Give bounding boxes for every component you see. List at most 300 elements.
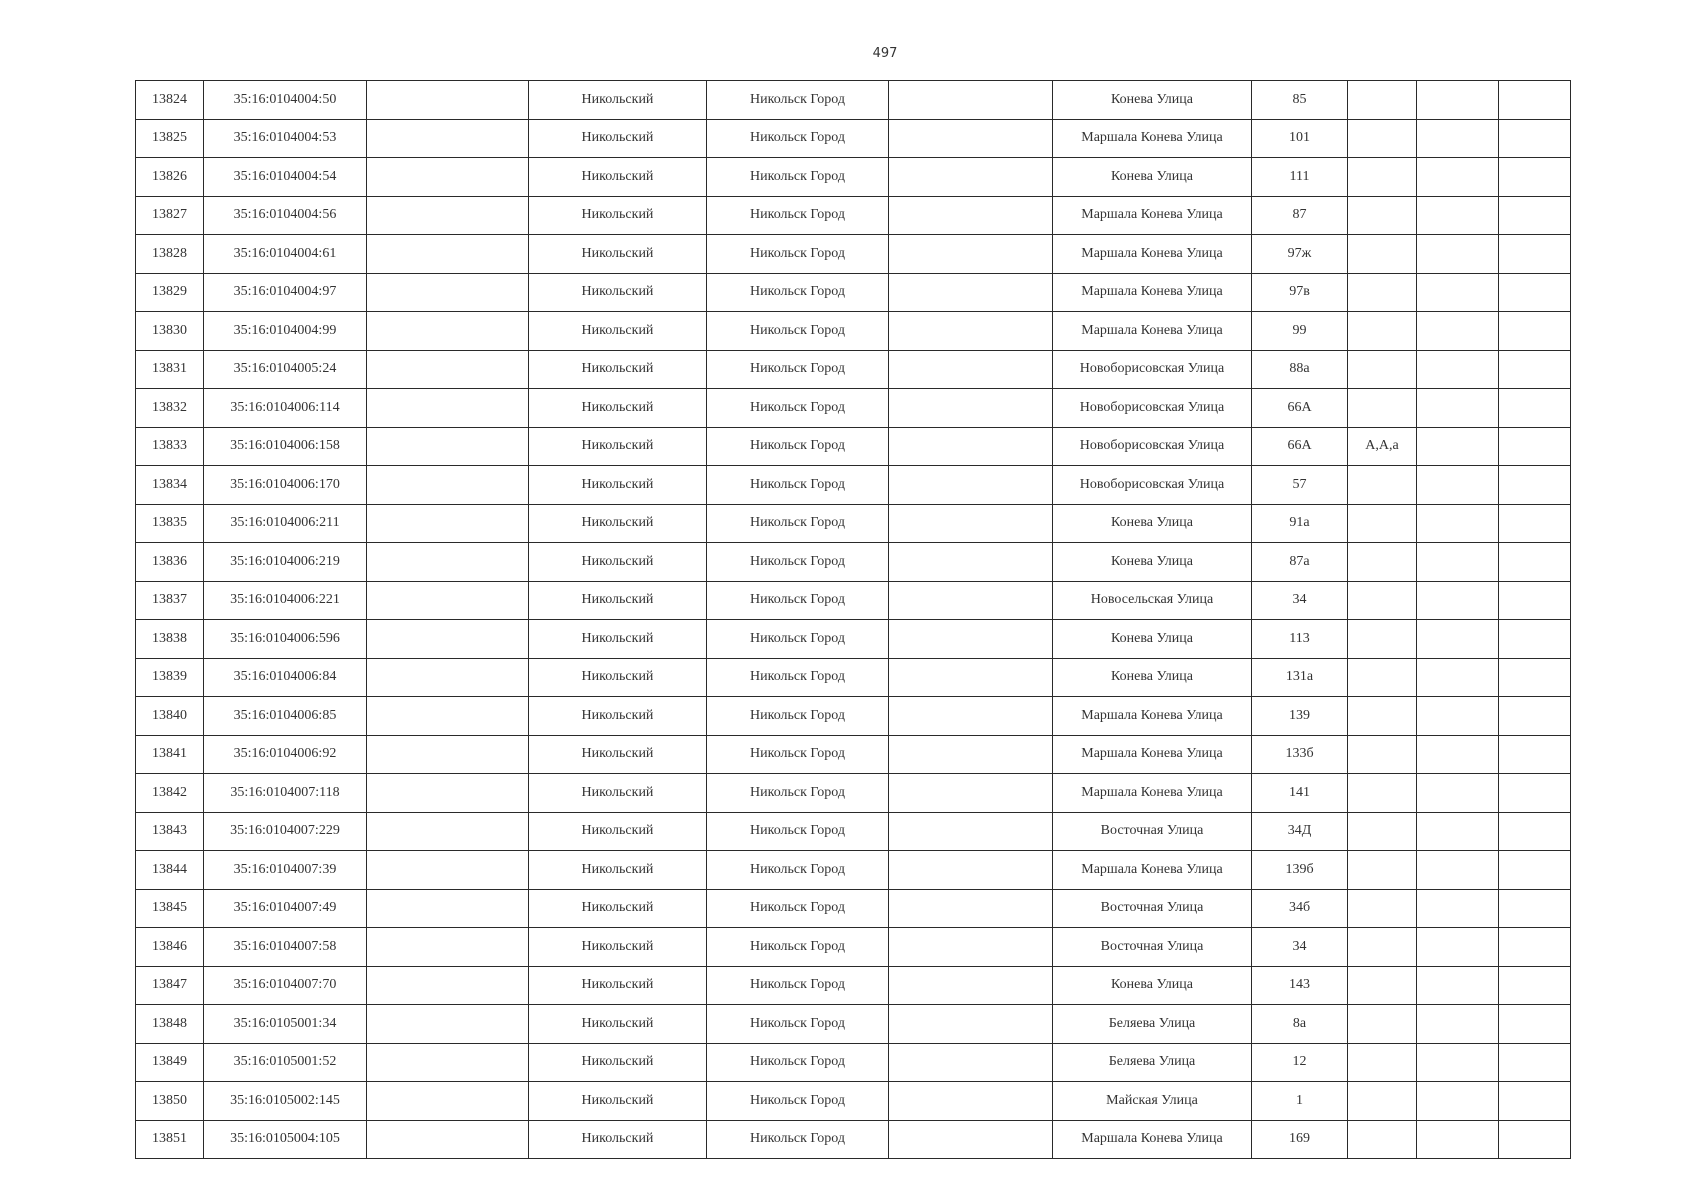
empty-cell: [889, 1120, 1053, 1159]
street-cell: Новоборисовская Улица: [1053, 427, 1252, 466]
table-row: [136, 697, 1571, 736]
empty-cell: [1499, 350, 1571, 389]
empty-cell: [1417, 1005, 1499, 1044]
empty-cell: [889, 312, 1053, 351]
empty-cell: [889, 543, 1053, 582]
empty-cell: [1499, 966, 1571, 1005]
district-cell: Никольский: [529, 543, 707, 582]
cadastral-number-cell: 35:16:0104006:596: [204, 620, 367, 659]
settlement-cell: Никольск Город: [707, 658, 889, 697]
cadastral-number-cell: 35:16:0104004:97: [204, 273, 367, 312]
row-number-cell: 13834: [136, 466, 204, 505]
district-cell: Никольский: [529, 928, 707, 967]
empty-cell: [1417, 774, 1499, 813]
settlement-cell: Никольск Город: [707, 543, 889, 582]
empty-cell: [1499, 581, 1571, 620]
district-cell: Никольский: [529, 81, 707, 120]
empty-cell: [889, 928, 1053, 967]
cadastral-number-cell: 35:16:0104007:229: [204, 812, 367, 851]
empty-cell: [1499, 196, 1571, 235]
empty-cell: [1417, 312, 1499, 351]
row-number-cell: 13845: [136, 889, 204, 928]
district-cell: Никольский: [529, 350, 707, 389]
row-number-cell: 13827: [136, 196, 204, 235]
house-number-cell: 66А: [1252, 389, 1348, 428]
table-row: [136, 1120, 1571, 1159]
street-cell: Маршала Конева Улица: [1053, 235, 1252, 274]
district-cell: Никольский: [529, 389, 707, 428]
row-number-cell: 13840: [136, 697, 204, 736]
district-cell: Никольский: [529, 851, 707, 890]
house-number-cell: 97в: [1252, 273, 1348, 312]
empty-cell: [1499, 504, 1571, 543]
district-cell: Никольский: [529, 1043, 707, 1082]
street-cell: Конева Улица: [1053, 966, 1252, 1005]
district-cell: Никольский: [529, 119, 707, 158]
settlement-cell: Никольск Город: [707, 851, 889, 890]
house-number-cell: 87а: [1252, 543, 1348, 582]
row-number-cell: 13847: [136, 966, 204, 1005]
empty-cell: [367, 1082, 529, 1121]
house-number-cell: 139б: [1252, 851, 1348, 890]
table-row: [136, 235, 1571, 274]
row-number-cell: 13837: [136, 581, 204, 620]
empty-cell: [889, 1005, 1053, 1044]
district-cell: Никольский: [529, 697, 707, 736]
building-cell: [1348, 504, 1417, 543]
row-number-cell: 13851: [136, 1120, 204, 1159]
empty-cell: [367, 966, 529, 1005]
cadastral-number-cell: 35:16:0104004:99: [204, 312, 367, 351]
building-cell: [1348, 119, 1417, 158]
empty-cell: [1499, 427, 1571, 466]
empty-cell: [889, 81, 1053, 120]
cadastral-number-cell: 35:16:0104006:84: [204, 658, 367, 697]
street-cell: Конева Улица: [1053, 158, 1252, 197]
row-number-cell: 13826: [136, 158, 204, 197]
building-cell: [1348, 928, 1417, 967]
street-cell: Маршала Конева Улица: [1053, 697, 1252, 736]
empty-cell: [1417, 466, 1499, 505]
empty-cell: [1417, 235, 1499, 274]
cadastral-number-cell: 35:16:0104007:118: [204, 774, 367, 813]
settlement-cell: Никольск Город: [707, 235, 889, 274]
building-cell: [1348, 312, 1417, 351]
empty-cell: [367, 812, 529, 851]
district-cell: Никольский: [529, 889, 707, 928]
empty-cell: [1499, 81, 1571, 120]
house-number-cell: 139: [1252, 697, 1348, 736]
row-number-cell: 13839: [136, 658, 204, 697]
cadastral-number-cell: 35:16:0105001:34: [204, 1005, 367, 1044]
cadastral-number-cell: 35:16:0104007:58: [204, 928, 367, 967]
table-row: [136, 851, 1571, 890]
building-cell: [1348, 620, 1417, 659]
empty-cell: [367, 889, 529, 928]
empty-cell: [367, 851, 529, 890]
empty-cell: [1417, 812, 1499, 851]
cadastral-number-cell: 35:16:0104006:219: [204, 543, 367, 582]
empty-cell: [1499, 928, 1571, 967]
table-row: [136, 389, 1571, 428]
row-number-cell: 13841: [136, 735, 204, 774]
empty-cell: [1417, 928, 1499, 967]
district-cell: Никольский: [529, 158, 707, 197]
row-number-cell: 13836: [136, 543, 204, 582]
house-number-cell: 97ж: [1252, 235, 1348, 274]
empty-cell: [1499, 1082, 1571, 1121]
empty-cell: [1499, 735, 1571, 774]
district-cell: Никольский: [529, 273, 707, 312]
street-cell: Конева Улица: [1053, 504, 1252, 543]
building-cell: [1348, 697, 1417, 736]
settlement-cell: Никольск Город: [707, 1082, 889, 1121]
empty-cell: [1499, 658, 1571, 697]
street-cell: Новоборисовская Улица: [1053, 389, 1252, 428]
empty-cell: [367, 312, 529, 351]
district-cell: Никольский: [529, 1082, 707, 1121]
empty-cell: [1499, 466, 1571, 505]
table-row: [136, 119, 1571, 158]
empty-cell: [889, 466, 1053, 505]
cadastral-number-cell: 35:16:0104004:61: [204, 235, 367, 274]
empty-cell: [889, 273, 1053, 312]
settlement-cell: Никольск Город: [707, 158, 889, 197]
building-cell: [1348, 389, 1417, 428]
settlement-cell: Никольск Город: [707, 697, 889, 736]
row-number-cell: 13831: [136, 350, 204, 389]
table-row: [136, 466, 1571, 505]
cadastral-number-cell: 35:16:0104004:50: [204, 81, 367, 120]
table-row: [136, 504, 1571, 543]
row-number-cell: 13844: [136, 851, 204, 890]
empty-cell: [1499, 620, 1571, 659]
settlement-cell: Никольск Город: [707, 196, 889, 235]
settlement-cell: Никольск Город: [707, 504, 889, 543]
empty-cell: [367, 620, 529, 659]
building-cell: [1348, 889, 1417, 928]
empty-cell: [367, 119, 529, 158]
cadastral-number-cell: 35:16:0104006:85: [204, 697, 367, 736]
row-number-cell: 13830: [136, 312, 204, 351]
row-number-cell: 13825: [136, 119, 204, 158]
empty-cell: [1417, 119, 1499, 158]
district-cell: Никольский: [529, 658, 707, 697]
settlement-cell: Никольск Город: [707, 928, 889, 967]
street-cell: Маршала Конева Улица: [1053, 196, 1252, 235]
row-number-cell: 13829: [136, 273, 204, 312]
empty-cell: [1417, 273, 1499, 312]
district-cell: Никольский: [529, 427, 707, 466]
table-row: [136, 581, 1571, 620]
settlement-cell: Никольск Город: [707, 466, 889, 505]
building-cell: [1348, 81, 1417, 120]
street-cell: Майская Улица: [1053, 1082, 1252, 1121]
empty-cell: [1417, 543, 1499, 582]
table-row: [136, 658, 1571, 697]
cadastral-number-cell: 35:16:0104006:170: [204, 466, 367, 505]
building-cell: [1348, 543, 1417, 582]
empty-cell: [889, 812, 1053, 851]
table-row: [136, 928, 1571, 967]
empty-cell: [1417, 389, 1499, 428]
district-cell: Никольский: [529, 1005, 707, 1044]
settlement-cell: Никольск Город: [707, 312, 889, 351]
empty-cell: [889, 851, 1053, 890]
table-row: [136, 543, 1571, 582]
empty-cell: [889, 158, 1053, 197]
empty-cell: [1417, 158, 1499, 197]
cadastral-number-cell: 35:16:0104004:54: [204, 158, 367, 197]
table-row: [136, 966, 1571, 1005]
empty-cell: [1417, 735, 1499, 774]
empty-cell: [367, 543, 529, 582]
building-cell: [1348, 466, 1417, 505]
settlement-cell: Никольск Город: [707, 812, 889, 851]
district-cell: Никольский: [529, 620, 707, 659]
empty-cell: [1499, 235, 1571, 274]
empty-cell: [1417, 581, 1499, 620]
empty-cell: [1499, 774, 1571, 813]
table-row: [136, 81, 1571, 120]
empty-cell: [1417, 697, 1499, 736]
empty-cell: [1499, 543, 1571, 582]
building-cell: [1348, 812, 1417, 851]
empty-cell: [889, 1082, 1053, 1121]
street-cell: Беляева Улица: [1053, 1043, 1252, 1082]
row-number-cell: 13846: [136, 928, 204, 967]
empty-cell: [889, 504, 1053, 543]
building-cell: [1348, 581, 1417, 620]
settlement-cell: Никольск Город: [707, 273, 889, 312]
empty-cell: [367, 504, 529, 543]
building-cell: [1348, 235, 1417, 274]
empty-cell: [889, 119, 1053, 158]
street-cell: Восточная Улица: [1053, 889, 1252, 928]
table-row: [136, 774, 1571, 813]
empty-cell: [1417, 889, 1499, 928]
empty-cell: [367, 196, 529, 235]
empty-cell: [1417, 1082, 1499, 1121]
house-number-cell: 133б: [1252, 735, 1348, 774]
empty-cell: [367, 81, 529, 120]
cadastral-number-cell: 35:16:0104004:53: [204, 119, 367, 158]
settlement-cell: Никольск Город: [707, 1120, 889, 1159]
building-cell: [1348, 1043, 1417, 1082]
street-cell: Маршала Конева Улица: [1053, 273, 1252, 312]
settlement-cell: Никольск Город: [707, 119, 889, 158]
building-cell: [1348, 1120, 1417, 1159]
empty-cell: [889, 196, 1053, 235]
building-cell: [1348, 658, 1417, 697]
row-number-cell: 13828: [136, 235, 204, 274]
empty-cell: [889, 581, 1053, 620]
district-cell: Никольский: [529, 735, 707, 774]
empty-cell: [1499, 312, 1571, 351]
table-row: [136, 196, 1571, 235]
empty-cell: [889, 735, 1053, 774]
empty-cell: [1499, 158, 1571, 197]
empty-cell: [1417, 196, 1499, 235]
street-cell: Новоборисовская Улица: [1053, 350, 1252, 389]
settlement-cell: Никольск Город: [707, 389, 889, 428]
table-row: [136, 812, 1571, 851]
street-cell: Восточная Улица: [1053, 812, 1252, 851]
empty-cell: [367, 697, 529, 736]
table-row: [136, 889, 1571, 928]
empty-cell: [367, 158, 529, 197]
street-cell: Конева Улица: [1053, 81, 1252, 120]
street-cell: Конева Улица: [1053, 543, 1252, 582]
house-number-cell: 1: [1252, 1082, 1348, 1121]
settlement-cell: Никольск Город: [707, 735, 889, 774]
building-cell: [1348, 273, 1417, 312]
building-cell: [1348, 1082, 1417, 1121]
building-cell: А,А,а: [1348, 427, 1417, 466]
empty-cell: [889, 427, 1053, 466]
settlement-cell: Никольск Город: [707, 1005, 889, 1044]
street-cell: Беляева Улица: [1053, 1005, 1252, 1044]
empty-cell: [1499, 119, 1571, 158]
table-row: [136, 350, 1571, 389]
house-number-cell: 101: [1252, 119, 1348, 158]
district-cell: Никольский: [529, 466, 707, 505]
table-row: [136, 1005, 1571, 1044]
table-row: [136, 158, 1571, 197]
empty-cell: [1417, 620, 1499, 659]
empty-cell: [1499, 1005, 1571, 1044]
table-row: [136, 1082, 1571, 1121]
cadastral-number-cell: 35:16:0104006:211: [204, 504, 367, 543]
house-number-cell: 85: [1252, 81, 1348, 120]
empty-cell: [1417, 658, 1499, 697]
empty-cell: [367, 350, 529, 389]
street-cell: Новоборисовская Улица: [1053, 466, 1252, 505]
settlement-cell: Никольск Город: [707, 81, 889, 120]
row-number-cell: 13848: [136, 1005, 204, 1044]
row-number-cell: 13850: [136, 1082, 204, 1121]
house-number-cell: 34: [1252, 581, 1348, 620]
district-cell: Никольский: [529, 966, 707, 1005]
empty-cell: [889, 966, 1053, 1005]
empty-cell: [1499, 812, 1571, 851]
cadastral-number-cell: 35:16:0104007:39: [204, 851, 367, 890]
building-cell: [1348, 851, 1417, 890]
settlement-cell: Никольск Город: [707, 620, 889, 659]
table-row: [136, 620, 1571, 659]
cadastral-number-cell: 35:16:0105002:145: [204, 1082, 367, 1121]
district-cell: Никольский: [529, 1120, 707, 1159]
row-number-cell: 13832: [136, 389, 204, 428]
empty-cell: [1417, 504, 1499, 543]
settlement-cell: Никольск Город: [707, 966, 889, 1005]
house-number-cell: 111: [1252, 158, 1348, 197]
cadastral-number-cell: 35:16:0105001:52: [204, 1043, 367, 1082]
row-number-cell: 13824: [136, 81, 204, 120]
empty-cell: [1417, 966, 1499, 1005]
settlement-cell: Никольск Город: [707, 350, 889, 389]
row-number-cell: 13838: [136, 620, 204, 659]
empty-cell: [1417, 1043, 1499, 1082]
house-number-cell: 34: [1252, 928, 1348, 967]
house-number-cell: 8а: [1252, 1005, 1348, 1044]
house-number-cell: 87: [1252, 196, 1348, 235]
page-number: 497: [872, 46, 898, 61]
empty-cell: [1499, 1043, 1571, 1082]
empty-cell: [889, 774, 1053, 813]
district-cell: Никольский: [529, 235, 707, 274]
empty-cell: [889, 235, 1053, 274]
empty-cell: [1499, 851, 1571, 890]
house-number-cell: 57: [1252, 466, 1348, 505]
district-cell: Никольский: [529, 774, 707, 813]
empty-cell: [367, 273, 529, 312]
building-cell: [1348, 1005, 1417, 1044]
building-cell: [1348, 774, 1417, 813]
empty-cell: [367, 1120, 529, 1159]
house-number-cell: 113: [1252, 620, 1348, 659]
empty-cell: [889, 620, 1053, 659]
settlement-cell: Никольск Город: [707, 427, 889, 466]
row-number-cell: 13849: [136, 1043, 204, 1082]
row-number-cell: 13843: [136, 812, 204, 851]
street-cell: Конева Улица: [1053, 620, 1252, 659]
empty-cell: [367, 658, 529, 697]
cadastral-number-cell: 35:16:0104006:114: [204, 389, 367, 428]
house-number-cell: 131а: [1252, 658, 1348, 697]
table-row: [136, 312, 1571, 351]
district-cell: Никольский: [529, 581, 707, 620]
empty-cell: [367, 466, 529, 505]
empty-cell: [889, 697, 1053, 736]
registry-table: [135, 80, 1571, 1159]
settlement-cell: Никольск Город: [707, 774, 889, 813]
district-cell: Никольский: [529, 196, 707, 235]
district-cell: Никольский: [529, 812, 707, 851]
house-number-cell: 169: [1252, 1120, 1348, 1159]
empty-cell: [1417, 427, 1499, 466]
building-cell: [1348, 158, 1417, 197]
district-cell: Никольский: [529, 504, 707, 543]
street-cell: Конева Улица: [1053, 658, 1252, 697]
empty-cell: [1499, 697, 1571, 736]
empty-cell: [1499, 389, 1571, 428]
empty-cell: [367, 389, 529, 428]
cadastral-number-cell: 35:16:0104004:56: [204, 196, 367, 235]
empty-cell: [1499, 273, 1571, 312]
street-cell: Маршала Конева Улица: [1053, 851, 1252, 890]
building-cell: [1348, 735, 1417, 774]
empty-cell: [889, 350, 1053, 389]
house-number-cell: 91а: [1252, 504, 1348, 543]
empty-cell: [889, 389, 1053, 428]
cadastral-number-cell: 35:16:0104007:70: [204, 966, 367, 1005]
table-row: [136, 735, 1571, 774]
empty-cell: [367, 1005, 529, 1044]
empty-cell: [1417, 851, 1499, 890]
building-cell: [1348, 196, 1417, 235]
table-row: [136, 427, 1571, 466]
empty-cell: [367, 581, 529, 620]
empty-cell: [367, 427, 529, 466]
house-number-cell: 34Д: [1252, 812, 1348, 851]
settlement-cell: Никольск Город: [707, 581, 889, 620]
cadastral-number-cell: 35:16:0105004:105: [204, 1120, 367, 1159]
table-body: [136, 81, 1571, 1159]
settlement-cell: Никольск Город: [707, 1043, 889, 1082]
row-number-cell: 13833: [136, 427, 204, 466]
street-cell: Маршала Конева Улица: [1053, 774, 1252, 813]
